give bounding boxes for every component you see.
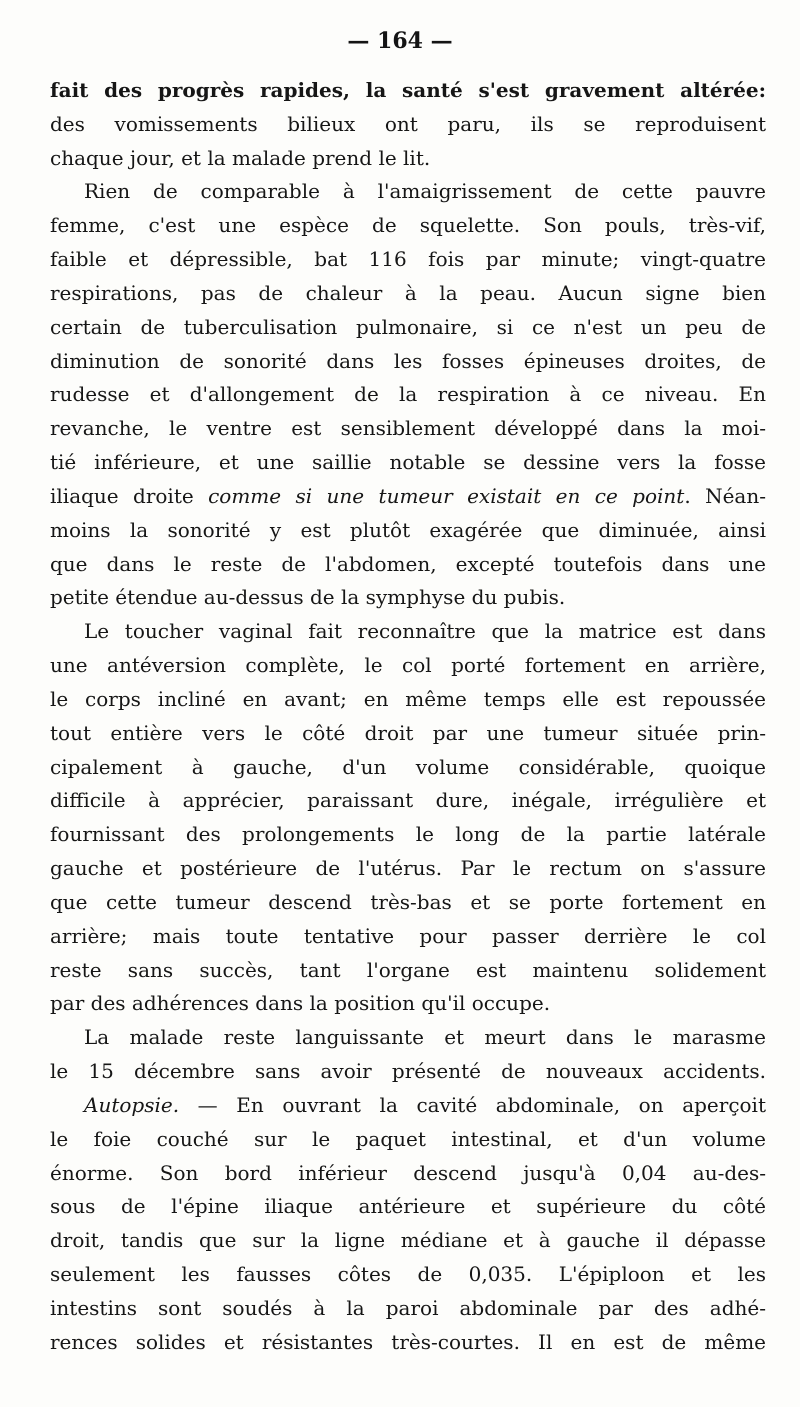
line-text: reste sans succès, tant l'organe est maintenu solidement [50, 957, 766, 982]
line-text: des vomissements bilieux ont paru, ils se reproduisent [50, 111, 766, 136]
line-text: certain de tuberculisation pulmonaire, si ce n'est un peu de [50, 314, 766, 339]
text-line [0, 683, 766, 717]
text-line [0, 74, 766, 108]
text-line [0, 412, 766, 446]
line-text: Rien de comparable à l'amaigrissement de cette pauvre [84, 179, 766, 204]
line-text: fait des progrès rapides, la santé s'est gravement altérée: [50, 78, 766, 102]
text-line [0, 717, 766, 751]
text-line [0, 920, 766, 954]
line-text: moins la sonorité y est plutôt exagérée que diminuée, ainsi [50, 517, 766, 542]
text-line [0, 1326, 766, 1360]
line-text: par des adhérences dans la position qu'il occupe. [50, 991, 551, 1016]
line-text: respirations, pas de chaleur à la peau. Aucun signe bien [50, 280, 766, 305]
line-text: faible et dépressible, bat 116 fois par minute; vingt-quatre [50, 247, 766, 272]
line-text: La malade reste languissante et meurt dans le marasme [84, 1025, 766, 1050]
text-line [0, 1292, 766, 1326]
text-line [0, 1123, 766, 1157]
text-line [0, 480, 766, 514]
text-line [0, 108, 766, 142]
line-text: fournissant des prolongements le long de la partie latérale [50, 822, 766, 847]
text-line [0, 1021, 766, 1055]
line-text: tout entière vers le côté droit par une tumeur située prin- [50, 720, 766, 745]
text-line [0, 581, 766, 615]
text-line [0, 175, 766, 209]
line-text: le corps incliné en avant; en même temps elle est repoussée [50, 686, 766, 711]
line-text: diminution de sonorité dans les fosses épineuses droites, de [50, 348, 766, 373]
line-text: une antéversion complète, le col porté fortement en arrière, [50, 653, 766, 678]
text-line [0, 1258, 766, 1292]
line-text: rudesse et d'allongement de la respiration à ce niveau. En [50, 382, 766, 407]
line-text: cipalement à gauche, d'un volume considérable, quoique [50, 754, 766, 779]
line-text: femme, c'est une espèce de squelette. Son pouls, très-vif, [50, 213, 766, 238]
line-text: le foie couché sur le paquet intestinal, et d'un volume [50, 1126, 766, 1151]
line-text: que cette tumeur descend très-bas et se porte fortement en [50, 889, 766, 914]
text-line [0, 954, 766, 988]
text-line [0, 311, 766, 345]
text-line [0, 987, 766, 1021]
text-line [0, 852, 766, 886]
text-line [0, 784, 766, 818]
line-text: seulement les fausses côtes de 0,035. L'épiploon et les [50, 1261, 766, 1286]
line-text: énorme. Son bord inférieur descend jusqu'à 0,04 au-des- [50, 1160, 766, 1185]
text-line [0, 277, 766, 311]
text-line [0, 1157, 766, 1191]
line-text: iliaque droite [50, 483, 209, 508]
line-text: difficile à apprécier, paraissant dure, inégale, irrégulière et [50, 788, 766, 813]
text-line [0, 142, 766, 176]
text-line [0, 818, 766, 852]
page-number: — 164 — [347, 28, 453, 54]
line-text: sous de l'épine iliaque antérieure et supérieure du côté [50, 1194, 766, 1219]
text-line [0, 1224, 766, 1258]
text-line [0, 378, 766, 412]
text-line [0, 243, 766, 277]
text-line [0, 1089, 766, 1123]
text-line [0, 446, 766, 480]
line-text: Le toucher vaginal fait reconnaître que la matrice est dans [84, 619, 766, 644]
line-text: le 15 décembre sans avoir présenté de nouveaux accidents. [50, 1059, 766, 1084]
text-line [0, 548, 766, 582]
text-line [0, 615, 766, 649]
line-text: petite étendue au-dessus de la symphyse du pubis. [50, 585, 566, 610]
body-text [0, 74, 800, 1359]
text-line [0, 209, 766, 243]
line-text: revanche, le ventre est sensiblement développé dans la moi- [50, 416, 766, 441]
text-line [0, 1190, 766, 1224]
line-text: intestins sont soudés à la paroi abdominale par des adhé- [50, 1295, 766, 1320]
italic-text: comme si une tumeur existait en ce point [208, 483, 685, 508]
text-line [0, 649, 766, 683]
line-text: gauche et postérieure de l'utérus. Par le rectum on s'assure [50, 856, 766, 881]
text-line [0, 514, 766, 548]
line-text-after: — En ouvrant la cavité abdominale, on aperçoit [179, 1092, 766, 1117]
text-line [0, 1055, 766, 1089]
text-line [0, 345, 766, 379]
line-text-after: . Néan- [684, 483, 766, 508]
text-line [0, 886, 766, 920]
line-text: rences solides et résistantes très-courtes. Il en est de même [50, 1329, 766, 1354]
text-line [0, 751, 766, 785]
italic-text: Autopsie. [84, 1092, 180, 1117]
line-text: que dans le reste de l'abdomen, excepté toutefois dans une [50, 551, 766, 576]
line-text: droit, tandis que sur la ligne médiane et à gauche il dépasse [50, 1228, 766, 1253]
line-text: tié inférieure, et une saillie notable se dessine vers la fosse [50, 450, 766, 475]
line-text: arrière; mais toute tentative pour passer derrière le col [50, 923, 766, 948]
line-text: chaque jour, et la malade prend le lit. [50, 145, 431, 170]
